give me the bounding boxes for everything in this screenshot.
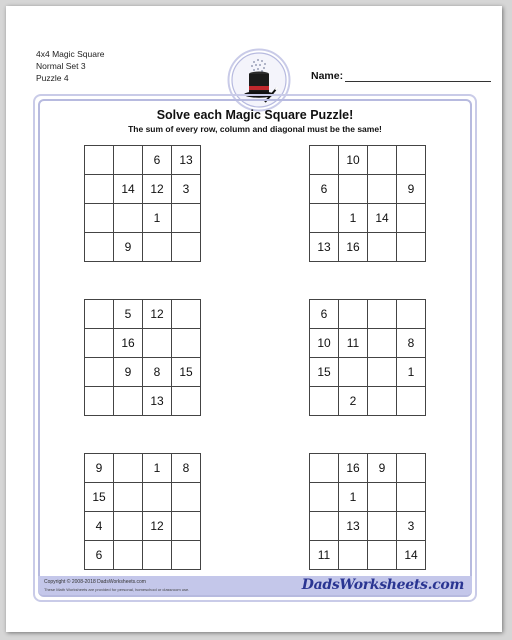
grid-cell[interactable]: 3 (172, 175, 201, 204)
name-label: Name: (311, 70, 344, 82)
instructions-subtitle: The sum of every row, column and diagonal must be the same! (128, 124, 382, 134)
grid-cell[interactable] (114, 454, 143, 483)
worksheet-meta (36, 48, 105, 84)
magic-square-grid (309, 145, 426, 262)
name-underline (345, 81, 491, 82)
grid-cell[interactable] (368, 300, 397, 329)
grid-cell[interactable]: 2 (339, 387, 368, 416)
grid-cell[interactable] (310, 512, 339, 541)
grid-cell[interactable]: 9 (397, 175, 426, 204)
grid-cell[interactable]: 6 (310, 300, 339, 329)
grid-cell[interactable] (172, 541, 201, 570)
grid-cell[interactable] (368, 541, 397, 570)
grid-cell[interactable] (114, 541, 143, 570)
grid-cell[interactable] (310, 483, 339, 512)
grid-cell[interactable] (143, 329, 172, 358)
magic-square-grid (84, 299, 201, 416)
grid-cell[interactable]: 16 (339, 454, 368, 483)
grid-cell[interactable]: 13 (172, 146, 201, 175)
grid-cell[interactable]: 9 (368, 454, 397, 483)
grid-cell[interactable] (114, 512, 143, 541)
grid-cell[interactable] (397, 233, 426, 262)
grid-cell[interactable]: 15 (310, 358, 339, 387)
grid-cell[interactable] (368, 329, 397, 358)
grid-cell[interactable] (172, 387, 201, 416)
grid-cell[interactable]: 15 (172, 358, 201, 387)
grid-cell[interactable]: 12 (143, 300, 172, 329)
grid-cell[interactable]: 10 (310, 329, 339, 358)
grid-cell[interactable] (143, 233, 172, 262)
brand-logo: DadsWorksheets.com (301, 577, 464, 593)
grid-cell[interactable]: 1 (143, 454, 172, 483)
grid-cell[interactable]: 13 (339, 512, 368, 541)
grid-cell[interactable]: 1 (339, 483, 368, 512)
grid-cell[interactable] (143, 541, 172, 570)
grid-cell[interactable] (85, 300, 114, 329)
grid-cell[interactable] (114, 387, 143, 416)
grid-cell[interactable] (85, 233, 114, 262)
usage-note: These Math Worksheets are provided for personal, homeschool or classroom use. (44, 587, 190, 592)
grid-cell[interactable] (172, 483, 201, 512)
grid-cell[interactable]: 1 (143, 204, 172, 233)
footer-band (38, 576, 472, 595)
grid-cell[interactable]: 14 (114, 175, 143, 204)
grid-cell[interactable] (85, 204, 114, 233)
grid-cell[interactable] (397, 483, 426, 512)
grid-cell[interactable] (172, 204, 201, 233)
grid-cell[interactable]: 6 (85, 541, 114, 570)
grid-cell[interactable] (114, 146, 143, 175)
grid-cell[interactable]: 8 (172, 454, 201, 483)
grid-cell[interactable]: 6 (310, 175, 339, 204)
grid-cell[interactable] (397, 204, 426, 233)
grid-cell[interactable]: 13 (143, 387, 172, 416)
grid-cell[interactable]: 9 (114, 358, 143, 387)
grid-cell[interactable] (368, 387, 397, 416)
grid-cell[interactable]: 14 (368, 204, 397, 233)
copyright-text: Copyright © 2008-2018 DadsWorksheets.com (44, 579, 146, 585)
grid-cell[interactable]: 10 (339, 146, 368, 175)
grid-cell[interactable] (172, 329, 201, 358)
grid-cell[interactable]: 5 (114, 300, 143, 329)
grid-cell[interactable]: 11 (339, 329, 368, 358)
grid-cell[interactable] (368, 512, 397, 541)
grid-cell[interactable] (397, 454, 426, 483)
grid-cell[interactable] (114, 204, 143, 233)
grid-cell[interactable]: 1 (339, 204, 368, 233)
grid-cell[interactable]: 1 (397, 358, 426, 387)
grid-cell[interactable] (339, 175, 368, 204)
grid-cell[interactable] (85, 329, 114, 358)
magic-square-grid (84, 453, 201, 570)
grid-cell[interactable] (143, 483, 172, 512)
grid-cell[interactable]: 16 (114, 329, 143, 358)
meta-set: Normal Set 3 (36, 61, 86, 71)
grid-cell[interactable]: 15 (85, 483, 114, 512)
grid-cell[interactable]: 12 (143, 512, 172, 541)
grid-cell[interactable] (114, 483, 143, 512)
grid-cell[interactable] (397, 387, 426, 416)
grid-cell[interactable]: 8 (143, 358, 172, 387)
meta-puzzle-number: Puzzle 4 (36, 73, 69, 83)
grid-cell[interactable] (310, 146, 339, 175)
grid-cell[interactable] (85, 175, 114, 204)
grid-cell[interactable] (310, 204, 339, 233)
grid-cell[interactable] (339, 300, 368, 329)
grid-cell[interactable] (397, 300, 426, 329)
grid-cell[interactable]: 8 (397, 329, 426, 358)
grid-cell[interactable]: 11 (310, 541, 339, 570)
grid-cell[interactable] (368, 233, 397, 262)
grid-cell[interactable] (339, 541, 368, 570)
grid-cell[interactable] (310, 387, 339, 416)
grid-cell[interactable] (368, 146, 397, 175)
grid-cell[interactable]: 9 (114, 233, 143, 262)
grid-cell[interactable] (172, 300, 201, 329)
grid-cell[interactable]: 13 (310, 233, 339, 262)
grid-cell[interactable] (368, 175, 397, 204)
grid-cell[interactable]: 6 (143, 146, 172, 175)
grid-cell[interactable] (397, 146, 426, 175)
grid-cell[interactable]: 4 (85, 512, 114, 541)
magic-square-grid (309, 453, 426, 570)
grid-cell[interactable]: 3 (397, 512, 426, 541)
magic-square-grid (84, 145, 201, 262)
grid-cell[interactable]: 12 (143, 175, 172, 204)
magic-square-grid (309, 299, 426, 416)
grid-cell[interactable] (172, 512, 201, 541)
grid-cell[interactable] (85, 358, 114, 387)
grid-cell[interactable] (368, 483, 397, 512)
name-field[interactable] (311, 70, 491, 84)
grid-cell[interactable] (310, 454, 339, 483)
grid-cell[interactable]: 14 (397, 541, 426, 570)
instructions-title: Solve each Magic Square Puzzle! (156, 108, 354, 122)
grid-cell[interactable]: 16 (339, 233, 368, 262)
grid-cell[interactable] (85, 387, 114, 416)
grid-cell[interactable] (172, 233, 201, 262)
grid-cell[interactable] (339, 358, 368, 387)
meta-title: 4x4 Magic Square (36, 49, 105, 59)
grid-cell[interactable] (368, 358, 397, 387)
grid-cell[interactable] (85, 146, 114, 175)
grid-cell[interactable]: 9 (85, 454, 114, 483)
